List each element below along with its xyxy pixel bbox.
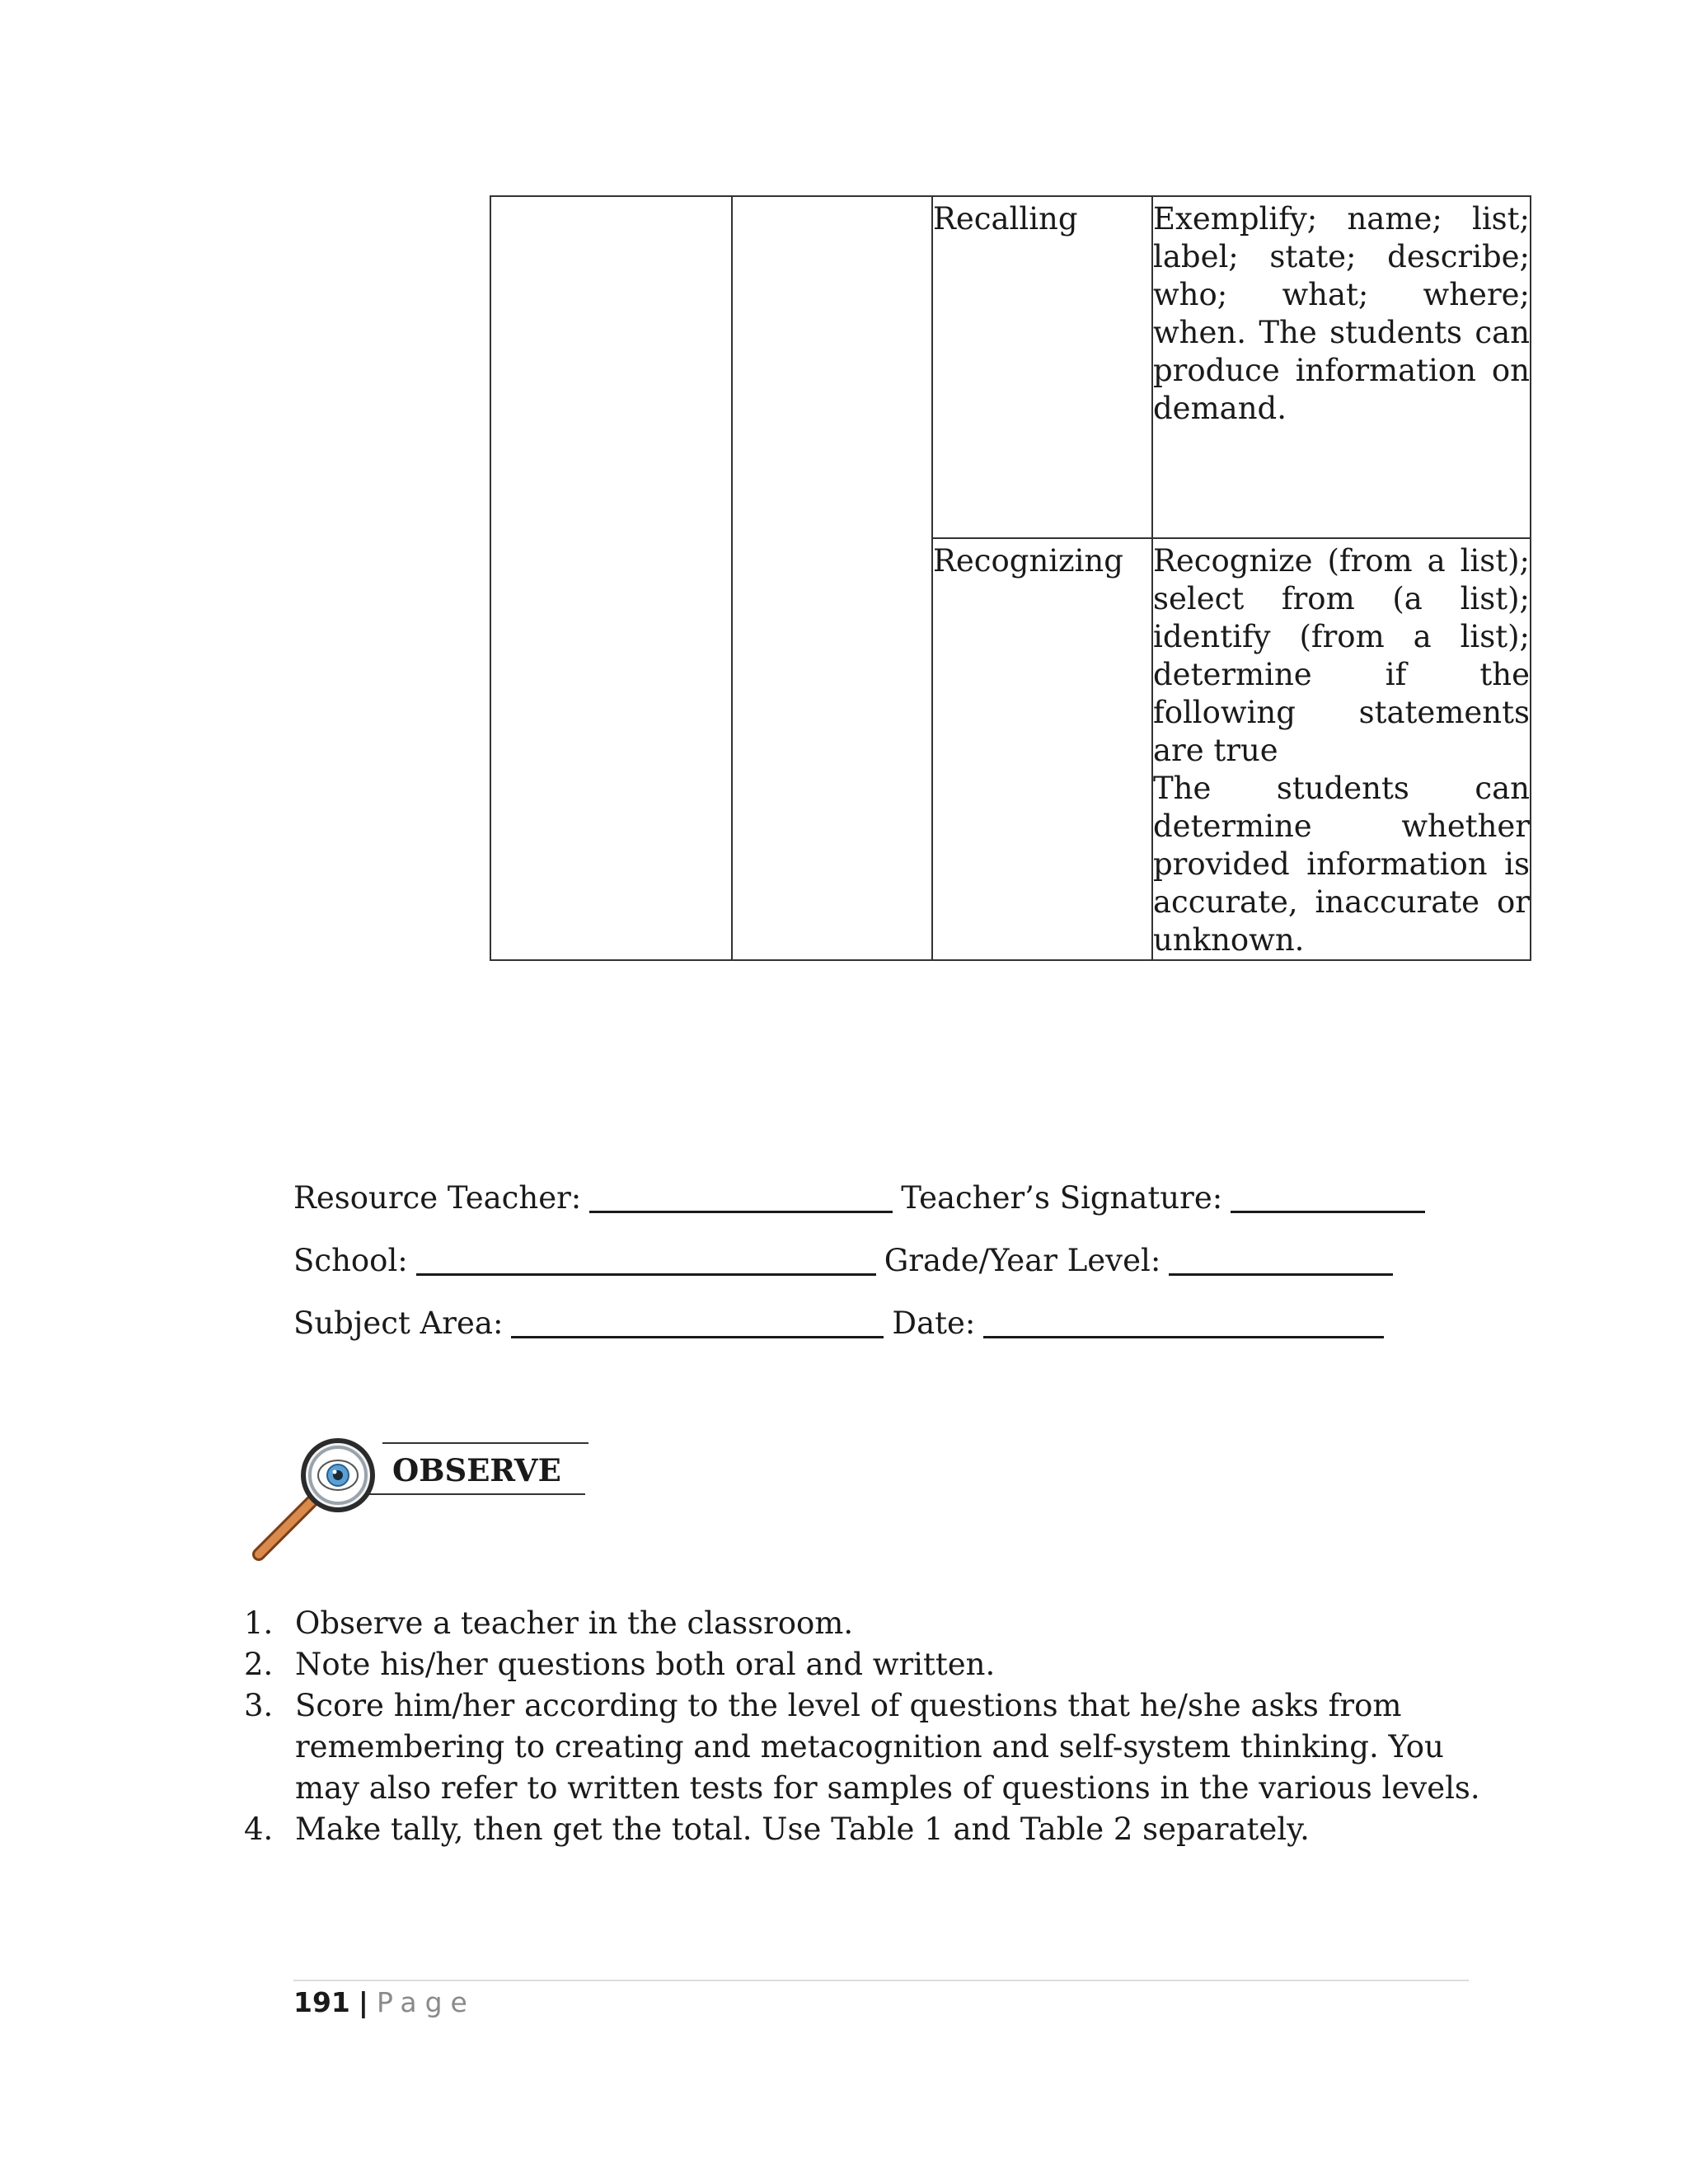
observe-rule (382, 1442, 588, 1444)
subject-area-label: Subject Area: (293, 1305, 504, 1341)
list-item-number: 2. (244, 1647, 274, 1682)
list-item-text: Make tally, then get the total. Use Table 1 and Table 2 separately. (295, 1811, 1310, 1847)
list-item-text: Note his/her questions both oral and written. (295, 1647, 996, 1682)
teacher-signature-label: Teacher’s Signature: (901, 1180, 1223, 1216)
list-item (244, 1809, 1497, 1850)
list-item-number: 3. (244, 1688, 274, 1723)
table-cell-empty (490, 196, 732, 960)
list-item (244, 1644, 1497, 1685)
process-label: Recalling (933, 201, 1078, 237)
resource-teacher-field[interactable] (589, 1183, 893, 1213)
observe-heading: OBSERVE (392, 1452, 561, 1488)
date-field[interactable] (983, 1308, 1384, 1338)
resource-teacher-label: Resource Teacher: (293, 1180, 582, 1216)
grade-year-field[interactable] (1169, 1245, 1393, 1276)
school-label: School: (293, 1243, 408, 1278)
school-field[interactable] (416, 1245, 876, 1276)
taxonomy-table (490, 195, 1531, 961)
page-footer (293, 1983, 476, 2022)
page-word: Page (376, 1986, 476, 2018)
table-cell-empty (732, 196, 932, 960)
form-row-school (293, 1243, 1401, 1279)
observe-rule (369, 1493, 585, 1495)
process-description: Exemplify; name; list; label; state; describe; who; what; where; when. The students can produce information on demand. (1153, 201, 1530, 426)
list-item (244, 1603, 1497, 1644)
form-row-subject (293, 1305, 1392, 1342)
magnifying-glass-eye-icon (247, 1411, 379, 1568)
table-cell-recalling (932, 196, 1152, 538)
list-item-number: 1. (244, 1605, 274, 1641)
list-item-text: Observe a teacher in the classroom. (295, 1605, 854, 1641)
table-row (490, 196, 1531, 538)
footer-rule (293, 1980, 1469, 1981)
table-cell-recognizing (932, 538, 1152, 960)
process-description: The students can determine whether provided information is accurate, inaccurate or unknown. (1153, 771, 1530, 958)
page-separator: | (358, 1986, 368, 2018)
table-cell-recognizing-description (1152, 538, 1531, 960)
list-item (244, 1685, 1497, 1809)
date-label: Date: (892, 1305, 976, 1341)
list-item-number: 4. (244, 1811, 274, 1847)
grade-year-label: Grade/Year Level: (884, 1243, 1161, 1278)
instructions-list (244, 1603, 1497, 1850)
teacher-signature-field[interactable] (1231, 1183, 1425, 1213)
table-cell-recalling-description (1152, 196, 1531, 538)
form-row-teacher (293, 1180, 1433, 1216)
page-number: 191 (293, 1986, 350, 2018)
process-label: Recognizing (933, 543, 1123, 579)
list-item-text: Score him/her according to the level of questions that he/she asks from remembering to creating and metacognition and self-system thinking. You may also refer to written tests for samples of questions in the various levels. (295, 1688, 1480, 1806)
process-description: Recognize (from a list); select from (a list); identify (from a list); determine if the following statements are true (1153, 543, 1530, 768)
subject-area-field[interactable] (511, 1308, 884, 1338)
